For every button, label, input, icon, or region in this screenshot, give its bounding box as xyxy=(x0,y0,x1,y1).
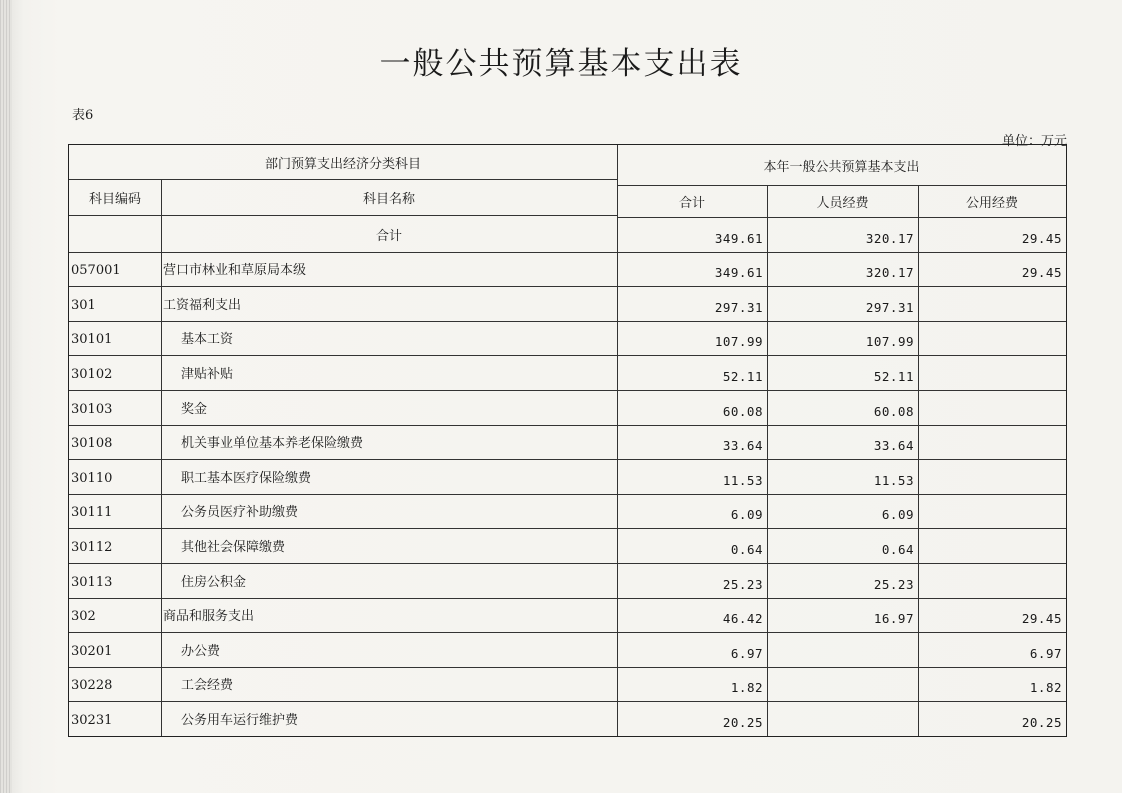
cell-public xyxy=(918,494,1066,529)
cell-code: 30228 xyxy=(71,678,113,694)
cell-code xyxy=(69,217,161,252)
cell-personnel: 320.17 xyxy=(865,230,914,246)
cell-total: 52.11 xyxy=(722,368,763,384)
cell-name: 合计 xyxy=(375,228,402,244)
cell-name: 职工基本医疗保险缴费 xyxy=(181,470,312,486)
cell-personnel: 33.64 xyxy=(873,438,914,454)
cell-code: 30113 xyxy=(71,574,113,590)
cell-personnel: 25.23 xyxy=(873,576,914,592)
cell-code: 301 xyxy=(71,297,96,313)
cell-code: 30101 xyxy=(71,332,113,348)
cell-personnel: 52.11 xyxy=(873,368,914,384)
cell-personnel: 16.97 xyxy=(873,611,914,627)
unit-label: 单位：万元 xyxy=(1001,134,1067,149)
cell-public xyxy=(918,425,1066,460)
header-subject-name: 科目名称 xyxy=(362,191,415,207)
cell-name: 商品和服务支出 xyxy=(163,609,255,625)
cell-public: 20.25 xyxy=(1021,714,1062,730)
cell-name: 机关事业单位基本养老保险缴费 xyxy=(181,436,364,452)
cell-total: 1.82 xyxy=(730,680,763,696)
header-group-basic-expenditure: 本年一般公共预算基本支出 xyxy=(763,159,920,175)
cell-public xyxy=(918,286,1066,321)
cell-public xyxy=(918,459,1066,494)
header-divider-left xyxy=(69,179,617,180)
cell-total: 297.31 xyxy=(714,299,763,315)
cell-personnel: 60.08 xyxy=(873,403,914,419)
cell-personnel: 297.31 xyxy=(865,299,914,315)
cell-code: 30110 xyxy=(71,470,113,486)
cell-code: 302 xyxy=(71,609,96,625)
cell-total: 20.25 xyxy=(722,714,763,730)
cell-total: 6.97 xyxy=(730,645,763,661)
table-number: 表6 xyxy=(72,108,94,123)
cell-public: 29.45 xyxy=(1021,230,1062,246)
cell-personnel xyxy=(767,667,918,702)
cell-total: 349.61 xyxy=(714,230,763,246)
cell-name: 其他社会保障缴费 xyxy=(181,539,286,555)
header-bottom-left xyxy=(69,215,617,216)
cell-total: 6.09 xyxy=(730,507,763,523)
page-binding-edge xyxy=(0,0,12,793)
cell-total: 46.42 xyxy=(722,611,763,627)
header-total: 合计 xyxy=(678,195,705,211)
cell-name: 津贴补贴 xyxy=(181,366,234,382)
cell-public: 6.97 xyxy=(1029,645,1062,661)
cell-public: 29.45 xyxy=(1021,265,1062,281)
cell-total: 33.64 xyxy=(722,438,763,454)
cell-code: 30112 xyxy=(71,539,113,555)
cell-total: 25.23 xyxy=(722,576,763,592)
cell-name: 办公费 xyxy=(181,643,221,659)
header-personnel: 人员经费 xyxy=(816,195,869,211)
cell-code: 30201 xyxy=(71,643,113,659)
cell-code: 057001 xyxy=(71,263,121,279)
cell-personnel: 0.64 xyxy=(881,541,914,557)
cell-total: 107.99 xyxy=(714,334,763,350)
cell-name: 基本工资 xyxy=(181,332,234,348)
cell-code: 30111 xyxy=(71,505,113,521)
cell-public: 29.45 xyxy=(1021,611,1062,627)
cell-name: 营口市林业和草原局本级 xyxy=(163,263,307,279)
header-group-economic-category: 部门预算支出经济分类科目 xyxy=(264,156,421,172)
cell-personnel: 11.53 xyxy=(873,472,914,488)
cell-public xyxy=(918,355,1066,390)
cell-total: 60.08 xyxy=(722,403,763,419)
cell-code: 30103 xyxy=(71,401,113,417)
cell-personnel: 107.99 xyxy=(865,334,914,350)
cell-code: 30108 xyxy=(71,436,113,452)
page-title: 一般公共预算基本支出表 xyxy=(379,46,743,82)
cell-total: 349.61 xyxy=(714,265,763,281)
header-divider-right xyxy=(617,185,1066,186)
cell-public xyxy=(918,563,1066,598)
cell-name: 公务用车运行维护费 xyxy=(181,712,299,728)
cell-personnel: 320.17 xyxy=(865,265,914,281)
cell-code: 30102 xyxy=(71,366,113,382)
cell-personnel xyxy=(767,701,918,736)
cell-public xyxy=(918,528,1066,563)
cell-name: 住房公积金 xyxy=(181,574,247,590)
cell-total: 0.64 xyxy=(730,541,763,557)
cell-name: 奖金 xyxy=(181,401,208,417)
cell-personnel xyxy=(767,632,918,667)
cell-name: 工会经费 xyxy=(181,678,234,694)
cell-public xyxy=(918,321,1066,356)
cell-public xyxy=(918,390,1066,425)
cell-public: 1.82 xyxy=(1029,680,1062,696)
cell-name: 工资福利支出 xyxy=(163,297,242,313)
cell-code: 30231 xyxy=(71,712,113,728)
header-subject-code: 科目编码 xyxy=(88,191,141,207)
cell-total: 11.53 xyxy=(722,472,763,488)
cell-name: 公务员医疗补助缴费 xyxy=(181,505,299,521)
budget-table xyxy=(68,144,1067,737)
header-public: 公用经费 xyxy=(965,195,1018,211)
cell-personnel: 6.09 xyxy=(881,507,914,523)
